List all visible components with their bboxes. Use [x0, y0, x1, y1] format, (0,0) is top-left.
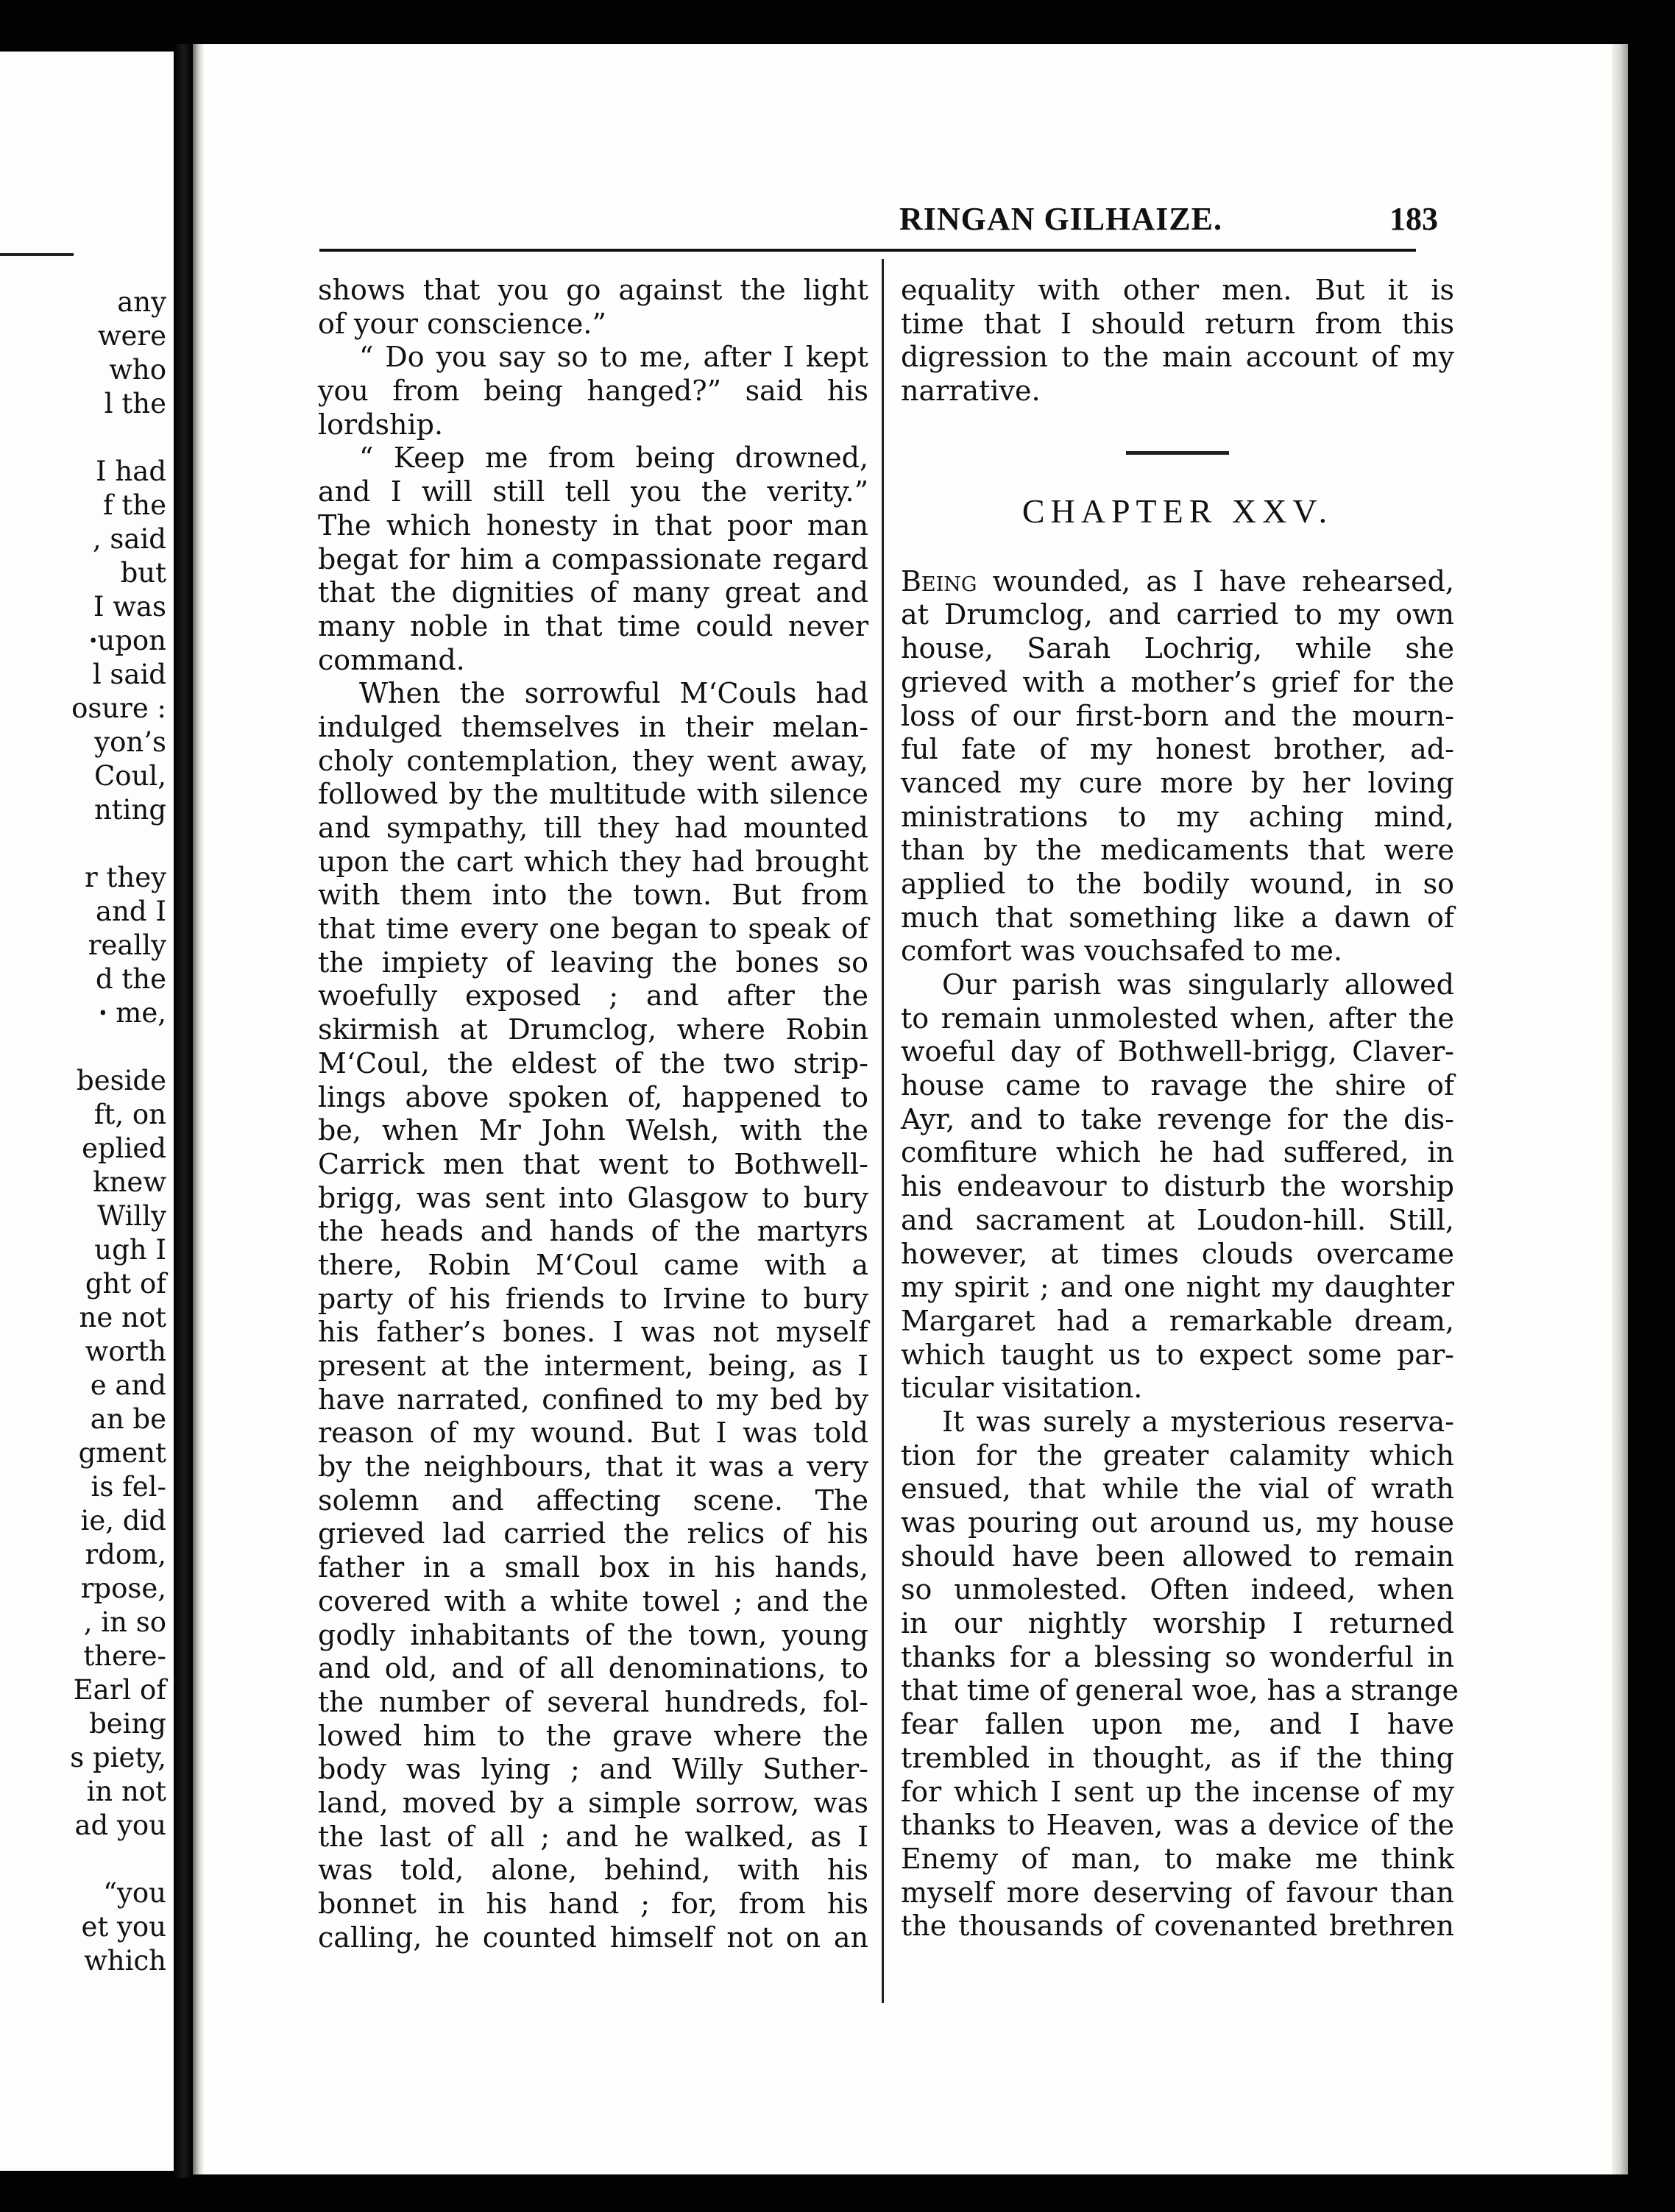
previous-page-fragment: “you	[103, 1877, 166, 1909]
text-line: body was lying ; and Willy Suther-	[318, 1753, 868, 1786]
running-title: RINGAN GILHAIZE.	[899, 201, 1222, 237]
previous-page-edge	[0, 52, 175, 2171]
text-line: tion for the greater calamity which	[901, 1439, 1454, 1472]
text-line: of your conscience.”	[318, 307, 606, 340]
previous-page-fragment: gment	[78, 1437, 166, 1469]
previous-page-fragment: , in so	[83, 1606, 166, 1638]
text-line: godly inhabitants of the town, young	[318, 1618, 868, 1651]
text-line: his father’s bones. I was not myself	[318, 1316, 868, 1349]
previous-page-fragment: which	[84, 1945, 166, 1977]
left-column	[318, 274, 868, 1954]
text-line: narrative.	[901, 375, 1041, 408]
text-line: Enemy of man, to make me think	[901, 1842, 1454, 1875]
previous-page-fragment: , said	[92, 523, 166, 555]
page-curl-shadow	[193, 44, 205, 2174]
text-line: grieved with a mother’s grief for the	[901, 665, 1454, 698]
text-line: which taught us to expect some par-	[901, 1338, 1454, 1371]
text-line: command.	[318, 643, 465, 676]
text-line: “ Keep me from being drowned,	[359, 442, 868, 475]
text-line: choly contemplation, they went away,	[318, 744, 868, 777]
text-line: that the dignities of many great and	[318, 576, 868, 609]
previous-page-fragment: et you	[81, 1911, 166, 1943]
previous-page-fragment: ad you	[74, 1809, 166, 1841]
text-line: lings above spoken of, happened to	[318, 1080, 868, 1113]
text-line: grieved lad carried the relics of his	[318, 1517, 868, 1550]
right-column-continuation	[901, 274, 1454, 408]
text-line: loss of our first-born and the mourn-	[901, 699, 1454, 732]
page-number: 183	[1389, 201, 1438, 237]
text-line: have narrated, confined to my bed by	[318, 1383, 868, 1416]
header-rule	[319, 249, 1416, 252]
text-line: father in a small box in his hands,	[318, 1551, 868, 1584]
text-line: thanks for a blessing so wonderful in	[901, 1640, 1454, 1673]
chapter-heading: CHAPTER XXV.	[1021, 492, 1334, 530]
text-line: Our parish was singularly allowed	[942, 968, 1454, 1001]
text-line: thanks to Heaven, was a device of the	[901, 1809, 1454, 1842]
text-line: and old, and of all denominations, to	[318, 1652, 868, 1685]
previous-page-fragment: ne not	[79, 1302, 166, 1333]
text-line: his endeavour to disturb the worship	[901, 1170, 1454, 1203]
text-line: was told, alone, behind, with his	[318, 1854, 868, 1887]
previous-page-fragment: f the	[102, 489, 166, 521]
text-line: lordship.	[318, 408, 444, 441]
text-line: so unmolested. Often indeed, when	[901, 1573, 1454, 1606]
previous-page-fragment: I had	[96, 455, 166, 487]
text-line: Carrick men that went to Bothwell-	[318, 1147, 868, 1180]
text-line: be, when Mr John Welsh, with the	[318, 1114, 868, 1147]
text-line: much that something like a dawn of	[901, 901, 1454, 934]
text-line: trembled in thought, as if the thing	[901, 1741, 1454, 1774]
text-line: Margaret had a remarkable dream,	[901, 1304, 1454, 1337]
text-line: reason of my wound. But I was told	[318, 1417, 868, 1450]
previous-page-fragment: ft, on	[93, 1099, 166, 1130]
previous-page-fragment: Willy	[97, 1200, 166, 1232]
text-line: was pouring out around us, my house	[901, 1506, 1454, 1539]
text-line: than by the medicaments that were	[901, 834, 1454, 867]
text-line: brigg, was sent into Glasgow to bury	[318, 1181, 868, 1214]
text-line: ministrations to my aching mind,	[901, 800, 1454, 833]
text-line: house, Sarah Lochrig, while she	[901, 632, 1454, 665]
previous-page-fragment: knew	[93, 1166, 166, 1198]
text-line: calling, he counted himself not on an	[318, 1921, 868, 1954]
text-line: followed by the multitude with silence	[318, 778, 868, 811]
text-line: applied to the bodily wound, in so	[901, 867, 1454, 900]
previous-page-fragment: osure :	[71, 692, 166, 724]
text-line-rest: wounded, as I have rehearsed,	[977, 564, 1454, 598]
text-line: to remain unmolested when, after the	[901, 1002, 1454, 1035]
text-line: myself more deserving of favour than	[901, 1876, 1454, 1909]
text-line: shows that you go against the light	[318, 274, 868, 306]
text-line: Ayr, and to take revenge for the dis-	[901, 1102, 1454, 1135]
previous-page-fragment: and I	[96, 896, 166, 927]
previous-page-fragment: ght of	[85, 1268, 166, 1300]
book-page	[193, 44, 1628, 2174]
text-line	[901, 565, 1454, 599]
text-line: comfiture which he had suffered, in	[901, 1136, 1454, 1169]
text-line: begat for him a compassionate regard	[318, 542, 868, 575]
previous-page-fragment: d the	[95, 963, 166, 995]
previous-page-fragment: ꞏ me,	[99, 997, 166, 1029]
text-line: indulged themselves in their melan-	[318, 710, 868, 743]
previous-page-fragment: who	[109, 354, 166, 386]
previous-page-fragment: is fel-	[91, 1471, 166, 1503]
previous-page-fragment: being	[89, 1708, 166, 1740]
text-line: upon the cart which they had brought	[318, 845, 868, 878]
text-line: however, at times clouds overcame	[901, 1237, 1454, 1270]
text-line: the heads and hands of the martyrs	[318, 1215, 868, 1248]
text-line: many noble in that time could never	[318, 609, 868, 642]
text-line: the thousands of covenanted brethren	[901, 1910, 1454, 1943]
previous-page-fragment: rpose,	[80, 1573, 166, 1604]
right-column	[901, 274, 1459, 1943]
text-line: woefully exposed ; and after the	[318, 979, 868, 1013]
previous-page-fragment: there-	[83, 1640, 166, 1672]
chapter-ornament-rule	[1126, 451, 1229, 455]
chapter-body	[901, 564, 1459, 1943]
previous-page-fragment: l the	[104, 388, 166, 419]
text-line: should have been allowed to remain	[901, 1539, 1454, 1573]
text-line: The which honesty in that poor man	[318, 508, 868, 542]
previous-page-fragment: ugh I	[94, 1234, 166, 1266]
previous-page-fragment: I was	[93, 591, 166, 623]
text-line: ensued, that while the vial of wrath	[901, 1472, 1454, 1506]
text-line: lowed him to the grave where the	[318, 1719, 868, 1752]
text-line: vanced my cure more by her loving	[901, 766, 1454, 799]
book-gutter	[174, 44, 193, 2178]
text-line: and sacrament at Loudon-hill. Still,	[901, 1203, 1454, 1236]
previous-page-fragment: beside	[77, 1065, 166, 1096]
previous-page-fragment: really	[88, 929, 166, 961]
text-line: solemn and affecting scene. The	[318, 1483, 868, 1517]
previous-page-fragment: rdom,	[85, 1539, 166, 1570]
previous-page-fragment: but	[120, 557, 166, 589]
previous-page-fragment: an be	[90, 1403, 166, 1435]
previous-page-fragment: s piety,	[70, 1742, 166, 1773]
text-line: my spirit ; and one night my daughter	[901, 1271, 1454, 1304]
text-line: comfort was vouchsafed to me.	[901, 935, 1342, 968]
text-line: When the sorrowful M‘Couls had	[359, 677, 868, 710]
text-line: the impiety of leaving the bones so	[318, 946, 868, 979]
text-line: and sympathy, till they had mounted	[318, 812, 868, 844]
previous-page-fragment: Coul,	[93, 760, 166, 792]
text-line: there, Robin M‘Coul came with a	[318, 1248, 868, 1281]
text-line: present at the interment, being, as I	[318, 1350, 868, 1382]
text-line: for which I sent up the incense of my	[901, 1775, 1454, 1808]
text-line: the last of all ; and he walked, as I	[318, 1820, 868, 1853]
text-line: that time of general woe, has a strange	[901, 1674, 1459, 1707]
previous-page-fragment: any	[117, 286, 166, 318]
previous-page-fragment: eplied	[82, 1132, 166, 1164]
text-line: digression to the main account of my	[901, 341, 1454, 374]
text-line: and I will still tell you the verity.”	[318, 475, 868, 508]
text-line: that time every one began to speak of	[318, 912, 868, 946]
previous-page-fragment: r they	[85, 862, 166, 893]
text-line: house came to ravage the shire of	[901, 1069, 1454, 1102]
text-line: M‘Coul, the eldest of the two strip-	[318, 1046, 868, 1080]
text-line: party of his friends to Irvine to bury	[318, 1282, 868, 1315]
text-line: you from being hanged?” said his	[318, 375, 868, 408]
text-line: “ Do you say so to me, after I kept	[359, 341, 868, 374]
text-line: at Drumclog, and carried to my own	[901, 598, 1454, 631]
previous-page-fragment: ꞏupon	[88, 625, 166, 656]
previous-page-fragment: Earl of	[73, 1674, 166, 1706]
text-line: with them into the town. But from	[318, 879, 868, 912]
text-line: ful fate of my honest brother, ad-	[901, 733, 1454, 766]
text-line: skirmish at Drumclog, where Robin	[318, 1013, 868, 1046]
previous-page-fragment: yon’s	[94, 726, 166, 758]
text-line: in our nightly worship I returned	[901, 1607, 1454, 1640]
previous-page-fragment: l said	[92, 659, 166, 690]
text-line: time that I should return from this	[901, 307, 1454, 340]
text-line: bonnet in his hand ; for, from his	[318, 1887, 868, 1920]
text-line: by the neighbours, that it was a very	[318, 1450, 868, 1483]
previous-page-fragment: nting	[93, 794, 166, 826]
previous-page-fragment: ie, did	[80, 1505, 166, 1536]
text-line: fear fallen upon me, and I have	[901, 1708, 1454, 1741]
text-line: covered with a white towel ; and the	[318, 1584, 868, 1617]
previous-page-fragment: were	[97, 320, 166, 352]
text-line: equality with other men. But it is	[901, 274, 1454, 306]
previous-page-header-rule	[0, 253, 74, 256]
previous-page-fragment: in not	[86, 1776, 166, 1807]
page-edge-shadow	[1612, 44, 1628, 2174]
text-line: land, moved by a simple sorrow, was	[318, 1786, 868, 1819]
previous-page-fragment: worth	[85, 1336, 166, 1367]
text-line: the number of several hundreds, fol-	[318, 1685, 868, 1718]
text-line: It was surely a mysterious reserva-	[942, 1405, 1454, 1438]
text-line: woeful day of Bothwell-brigg, Claver-	[901, 1035, 1454, 1068]
column-divider	[882, 259, 884, 2003]
chapter-opening-word: Being	[901, 564, 977, 598]
text-line: ticular visitation.	[901, 1372, 1143, 1405]
previous-page-fragment: e and	[90, 1369, 166, 1401]
